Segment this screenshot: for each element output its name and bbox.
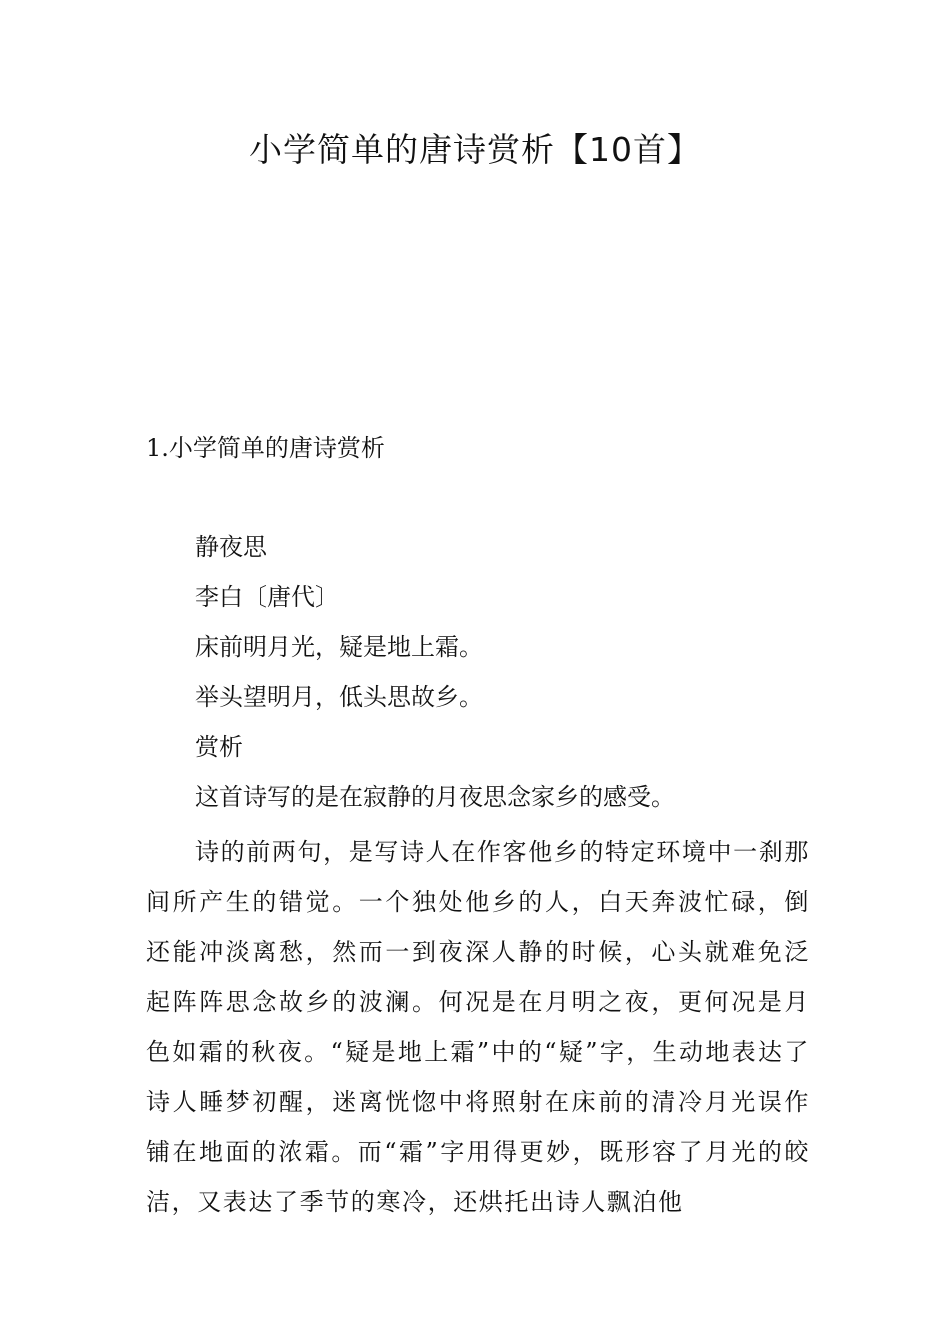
poem-line-2: 举头望明月，低头思故乡。 — [195, 683, 483, 711]
poem-line-1: 床前明月光，疑是地上霜。 — [195, 633, 483, 661]
analysis-body — [146, 827, 810, 1227]
analysis-label: 赏析 — [195, 733, 243, 761]
document-title: 小学简单的唐诗赏析【10首】 — [249, 130, 701, 169]
section-heading: 1.小学简单的唐诗赏析 — [146, 434, 385, 462]
poem-block — [195, 527, 855, 827]
analysis-paragraph: 诗的前两句，是写诗人在作客他乡的特定环境中一刹那间所产生的错觉。一个独处他乡的人，白天奔波忙碌，倒还能冲淡离愁，然而一到夜深人静的时候，心头就难免泛起阵阵思念故乡的波澜。何况是在月明之夜，更何况是月色如霜的秋夜。“疑是地上霜”中的“疑”字，生动地表达了诗人睡梦初醒，迷离恍惚中将照射在床前的清冷月光误作铺在地面的浓霜。而“霜”字用得更妙，既形容了月光的皎洁，又表达了季节的寒冷，还烘托出诗人飘泊他 — [146, 838, 810, 1216]
poem-author: 李白〔唐代〕 — [195, 583, 339, 611]
analysis-summary: 这首诗写的是在寂静的月夜思念家乡的感受。 — [195, 783, 675, 811]
poem-title: 静夜思 — [195, 533, 267, 561]
